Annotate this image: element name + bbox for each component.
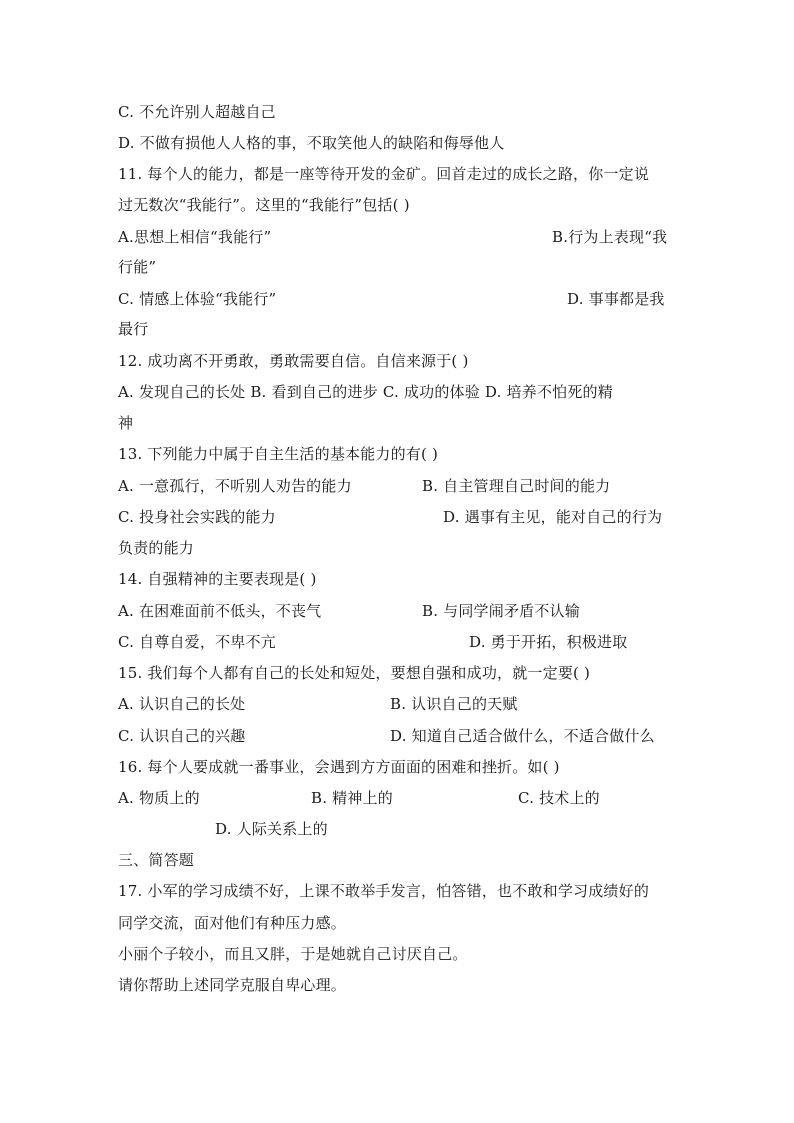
option-13d: D. 遇事有主见，能对自己的行为 — [443, 508, 663, 526]
option-10c: C. 不允许别人超越自己 — [118, 103, 276, 121]
option-15c: C. 认识自己的兴趣 — [118, 727, 246, 745]
question-17-line-2: 同学交流，面对他们有种压力感。 — [118, 914, 347, 932]
question-11-line-2: 过无数次“我能行”。这里的“我能行”包括( ) — [118, 196, 410, 214]
options-12: A. 发现自己的长处 B. 看到自己的进步 C. 成功的体验 D. 培养不怕死的精 — [118, 383, 613, 401]
option-16c: C. 技术上的 — [518, 789, 600, 807]
option-11d: D. 事事都是我 — [567, 290, 665, 308]
option-15b: B. 认识自己的天赋 — [390, 695, 518, 713]
question-13: 13. 下列能力中属于自主生活的基本能力的有( ) — [118, 445, 439, 463]
option-11b: B.行为上表现“我 — [552, 228, 668, 246]
option-13a: A. 一意孤行，不听别人劝告的能力 — [118, 477, 352, 495]
option-14a: A. 在困难面前不低头，不丧气 — [118, 602, 322, 620]
option-16a: A. 物质上的 — [118, 789, 200, 807]
option-15a: A. 认识自己的长处 — [118, 695, 246, 713]
option-14b: B. 与同学闹矛盾不认输 — [422, 602, 580, 620]
option-16b: B. 精神上的 — [311, 789, 393, 807]
section-heading-short-answer: 三、简答题 — [118, 851, 195, 869]
option-14d: D. 勇于开拓，积极进取 — [469, 633, 628, 651]
question-16: 16. 每个人要成就一番事业，会遇到方方面面的困难和挫折。如( ) — [118, 758, 560, 776]
option-14c: C. 自尊自爱，不卑不亢 — [118, 633, 276, 651]
question-17-line-3: 小丽个子较小，而且又胖，于是她就自己讨厌自己。 — [118, 945, 468, 963]
question-14: 14. 自强精神的主要表现是( ) — [118, 570, 317, 588]
option-11d-cont: 最行 — [118, 320, 149, 338]
option-11c: C. 情感上体验“我能行” — [118, 290, 277, 308]
question-15: 15. 我们每个人都有自己的长处和短处，要想自强和成功，就一定要( ) — [118, 664, 591, 682]
option-13b: B. 自主管理自己时间的能力 — [422, 477, 611, 495]
question-17-line-4: 请你帮助上述同学克服自卑心理。 — [118, 976, 347, 994]
option-11a: A.思想上相信“我能行” — [118, 228, 272, 246]
question-12: 12. 成功离不开勇敢，勇敢需要自信。自信来源于( ) — [118, 352, 469, 370]
question-11-line-1: 11. 每个人的能力，都是一座等待开发的金矿。回首走过的成长之路，你一定说 — [118, 165, 650, 183]
option-15d: D. 知道自己适合做什么，不适合做什么 — [390, 727, 655, 745]
options-12-cont: 神 — [118, 414, 134, 432]
option-13d-cont: 负责的能力 — [118, 539, 195, 557]
option-11b-cont: 行能” — [118, 258, 157, 276]
question-17-line-1: 17. 小军的学习成绩不好，上课不敢举手发言，怕答错，也不敢和学习成绩好的 — [118, 882, 650, 900]
option-13c: C. 投身社会实践的能力 — [118, 508, 276, 526]
option-10d: D. 不做有损他人人格的事，不取笑他人的缺陷和侮辱他人 — [118, 134, 505, 152]
option-16d: D. 人际关系上的 — [215, 820, 328, 838]
